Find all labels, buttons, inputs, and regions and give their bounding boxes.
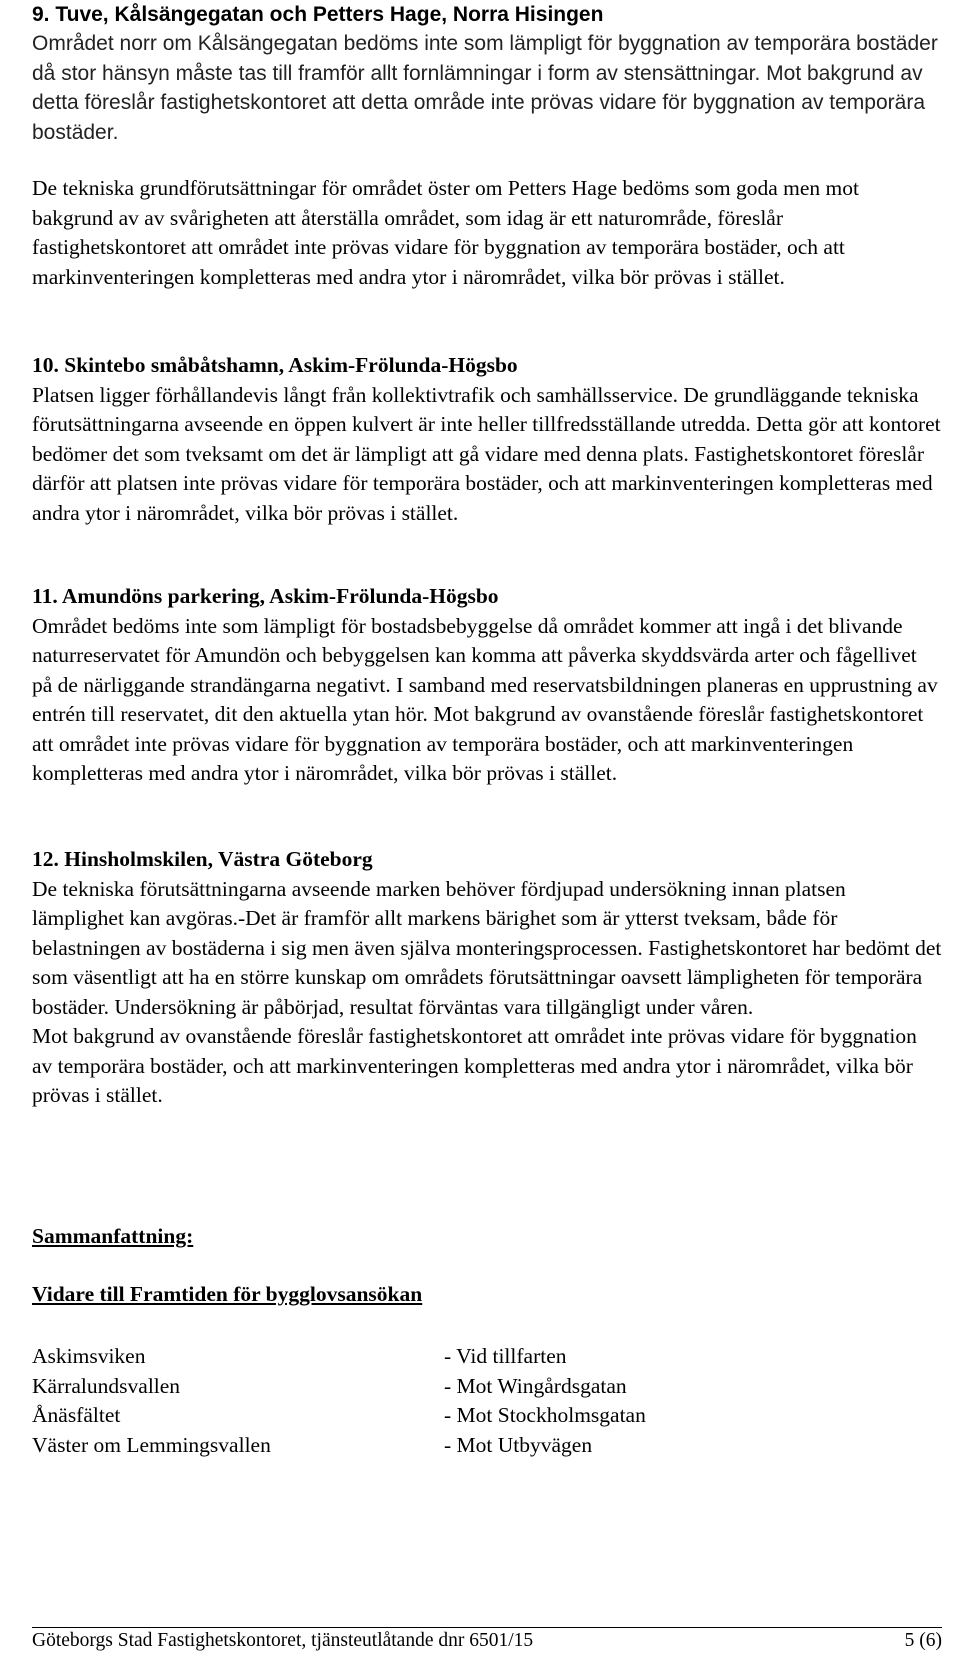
section-body: Området bedöms inte som lämpligt för bostadsbebyggelse då området kommer att ingå i det blivande naturreservatet för Amundön och bebyggelsen kan komma att påverka skyddsvärda arter och fågellivet på de närliggande strandängarna negativt. I samband med reservatsbildningen planeras en upprustning av entrén till reservatet, dit den aktuella ytan hör. Mot bakgrund av ovanstående föreslår fastighetskontoret att området inte prövas vidare för byggnation av temporära bostäder, och att markinventeringen kompletteras med andra ytor i närområdet, vilka bör prövas i stället. bbox=[32, 613, 938, 785]
list-item-place: Väster om Lemmingsvallen bbox=[32, 1432, 271, 1457]
list-item bbox=[32, 1372, 732, 1402]
section-11 bbox=[32, 582, 942, 789]
page-footer bbox=[32, 1628, 942, 1654]
list-item-place: Askimsviken bbox=[32, 1344, 146, 1368]
list-item-place: Ånäsfältet bbox=[32, 1403, 121, 1427]
list-item-note: - Mot Wingårdsgatan bbox=[444, 1373, 627, 1398]
list-item-note: - Vid tillfarten bbox=[444, 1344, 567, 1368]
list-item bbox=[32, 1401, 732, 1431]
section-12 bbox=[32, 845, 942, 1111]
summary-heading bbox=[32, 1222, 193, 1252]
section-body: Området norr om Kålsängegatan bedöms inte som lämpligt för byggnation av temporära bostäder då stor hänsyn måste tas till framför allt fornlämningar i form av stensättningar. Mot bakgrund av detta föreslår fastighetskontoret att detta område inte prövas vidare för byggnation av temporära bostäder. bbox=[32, 32, 938, 144]
section-9 bbox=[32, 0, 942, 292]
summary-subtitle: Vidare till Framtiden för bygglovsansökan bbox=[32, 1282, 423, 1306]
section-heading: 10. Skintebo småbåtshamn, Askim-Frölunda-Högsbo bbox=[32, 353, 518, 377]
section-heading: 9. Tuve, Kålsängegatan och Petters Hage, Norra Hisingen bbox=[32, 3, 604, 26]
page-number: 5 (6) bbox=[904, 1630, 942, 1651]
section-heading: 12. Hinsholmskilen, Västra Göteborg bbox=[32, 847, 373, 871]
list-item bbox=[32, 1342, 732, 1372]
section-10 bbox=[32, 351, 942, 528]
list-item-note: - Mot Stockholmsgatan bbox=[444, 1403, 646, 1427]
footer-document-ref: Göteborgs Stad Fastighetskontoret, tjänsteutlåtande dnr 6501/15 bbox=[32, 1630, 534, 1651]
summary-title: Sammanfattning: bbox=[32, 1224, 194, 1248]
summary-subheading bbox=[32, 1280, 942, 1310]
section-body: Platsen ligger förhållandevis långt från kollektivtrafik och samhällsservice. De grundläggande tekniska förutsättningarna avseende en öppen kulvert är inte heller tillfredsställande utredda. Detta gör att kontoret bedömer det som tveksamt om det är lämpligt att gå vidare med denna plats. Fastighetskontoret föreslår därför att platsen inte prövas vidare för temporära bostäder, och att markinventeringen kompletteras med andra ytor i närområdet, vilka bör prövas i stället. bbox=[32, 382, 941, 525]
section-body-2: Mot bakgrund av ovanstående föreslår fastighetskontoret att området inte prövas vidare för byggnation av temporära bostäder, och att markinventeringen kompletteras med andra ytor i närområdet, vilka bör prövas i stället. bbox=[32, 1024, 917, 1107]
section-body: De tekniska förutsättningarna avseende marken behöver fördjupad undersökning innan platsen lämplighet kan avgöras.-Det är framför allt markens bärighet som är ytterst tveksam, både för belastningen av bostäderna i sig men även själva monteringsprocessen. Fastighetskontoret har bedömt det som väsentligt att ha en större kunskap om områdets förutsättningar oavsett lämpligheten för temporära bostäder. Undersökning är påbörjad, resultat förväntas vara tillgängligt under våren. bbox=[32, 876, 942, 1019]
list-item bbox=[32, 1431, 732, 1461]
section-heading: 11. Amundöns parkering, Askim-Frölunda-Högsbo bbox=[32, 584, 499, 608]
summary-list bbox=[32, 1342, 732, 1460]
list-item-note: - Mot Utbyvägen bbox=[444, 1432, 593, 1457]
list-item-place: Kärralundsvallen bbox=[32, 1373, 181, 1398]
section-body-2: De tekniska grundförutsättningar för området öster om Petters Hage bedöms som goda men mot bakgrund av av svårigheten att återställa området, som idag är ett naturområde, föreslår fastighetskontoret att området inte prövas vidare för byggnation av temporära bostäder, och att markinventeringen kompletteras med andra ytor i närområdet, vilka bör prövas i stället. bbox=[32, 176, 859, 289]
